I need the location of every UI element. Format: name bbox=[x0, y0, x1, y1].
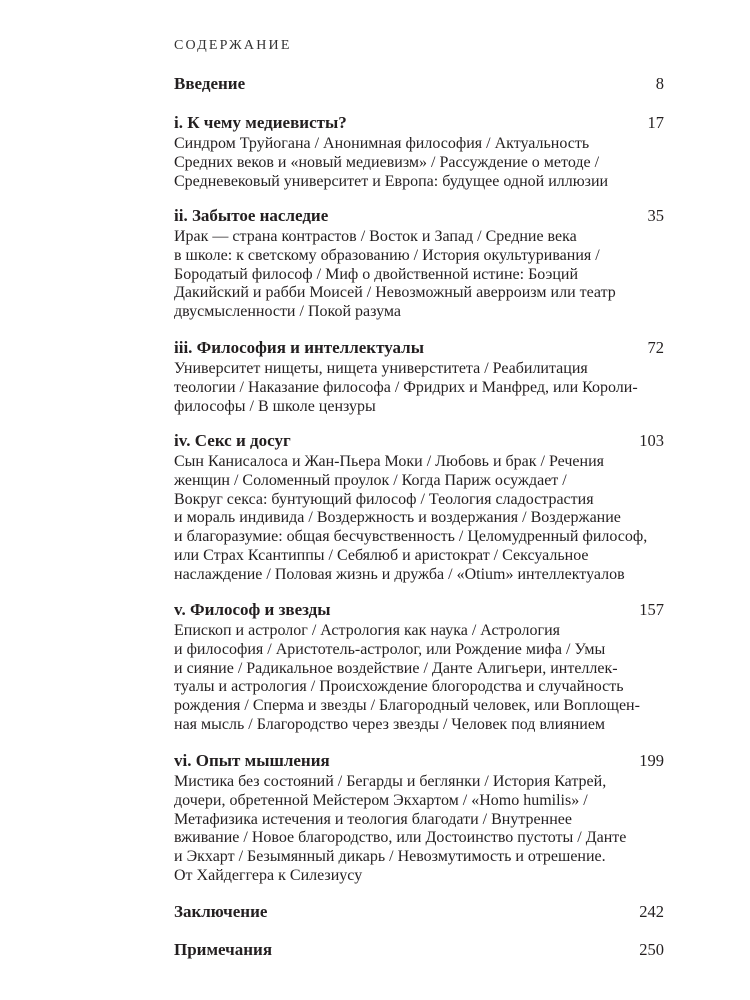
chapter-subsections-line: Вокруг секса: бунтующий философ / Теология сладострастия bbox=[174, 490, 594, 508]
chapter-subsections-line: Бородатый философ / Миф о двойственной истине: Боэций bbox=[174, 265, 578, 283]
chapter-subsections-line: Дакийский и рабби Моисей / Невозможный аверроизм или театр bbox=[174, 284, 616, 302]
toc-entry-chapter-1[interactable] bbox=[174, 113, 664, 191]
contents-heading: СОДЕРЖАНИЕ bbox=[174, 38, 292, 53]
toc-entry-chapter-2[interactable] bbox=[174, 206, 664, 322]
chapter-title: iv. Секс и досуг bbox=[174, 431, 291, 450]
toc-entry-chapter-4[interactable] bbox=[174, 431, 664, 585]
chapter-subsections-line: От Хайдеггера к Силезиусу bbox=[174, 866, 363, 884]
chapter-page: 35 bbox=[647, 206, 664, 225]
entry-title: Введение bbox=[174, 74, 246, 93]
entry-page: 242 bbox=[639, 902, 664, 921]
chapter-subsections-line: теологии / Наказание философа / Фридрих и Манфред, или Короли- bbox=[174, 378, 638, 396]
entry-page: 8 bbox=[655, 74, 664, 93]
toc-entry-chapter-5[interactable] bbox=[174, 600, 664, 735]
chapter-subsections-line: Сын Канисалоса и Жан-Пьера Моки / Любовь и брак / Речения bbox=[174, 453, 604, 470]
chapter-subsections-line: Средневековый университет и Европа: будущее одной иллюзии bbox=[174, 172, 609, 190]
chapter-title: vi. Опыт мышления bbox=[174, 751, 330, 770]
entry-title: Заключение bbox=[174, 902, 268, 921]
chapter-subsections-line: Средних веков и «новый медиевизм» / Рассуждение о методе / bbox=[174, 153, 600, 171]
chapter-title: ii. Забытое наследие bbox=[174, 206, 329, 225]
chapter-subsections-line: дочери, обретенной Мейстером Экхартом / «Homo humilis» / bbox=[174, 791, 588, 809]
chapter-subsections-line: и философия / Аристотель-астролог, или Рождение мифа / Умы bbox=[174, 640, 606, 658]
chapter-subsections-line: и Экхарт / Безымянный дикарь / Невозмутимость и отрешение. bbox=[174, 848, 606, 866]
toc-entry-chapter-3[interactable] bbox=[174, 338, 664, 416]
chapter-subsections-line: и благоразумие: общая бесчувственность / Целомудренный философ, bbox=[174, 528, 648, 546]
chapter-subsections-line: Университет нищеты, нищета универститета / Реабилитация bbox=[174, 360, 588, 377]
toc-entry-conclusion[interactable] bbox=[174, 902, 664, 924]
toc-entry-notes[interactable] bbox=[174, 940, 664, 962]
chapter-subsections-line: женщин / Соломенный проулок / Когда Париж осуждает / bbox=[174, 471, 567, 489]
chapter-page: 157 bbox=[639, 600, 664, 619]
chapter-subsections-line: Метафизика истечения и теология благодати / Внутреннее bbox=[174, 810, 572, 828]
chapter-subsections-line: философы / В школе цензуры bbox=[174, 397, 376, 415]
chapter-title: i. К чему медиевисты? bbox=[174, 113, 347, 132]
chapter-title: iii. Философия и интеллектуалы bbox=[174, 338, 424, 357]
chapter-subsections-line: Мистика без состояний / Бегарды и беглянки / История Катрей, bbox=[174, 773, 607, 790]
toc-entry-intro[interactable] bbox=[174, 74, 664, 96]
chapter-subsections-line: Епископ и астролог / Астрология как наука / Астрология bbox=[174, 622, 560, 639]
chapter-title: v. Философ и звезды bbox=[174, 600, 331, 619]
chapter-subsections-line: и мораль индивида / Воздержность и воздержания / Воздержание bbox=[174, 509, 621, 527]
chapter-page: 72 bbox=[647, 338, 664, 357]
chapter-subsections-line: наслаждение / Половая жизнь и дружба / «Otium» интеллектуалов bbox=[174, 565, 625, 583]
toc-entry-chapter-6[interactable] bbox=[174, 751, 664, 886]
chapter-subsections-line: Синдром Труйогана / Анонимная философия / Актуальность bbox=[174, 135, 590, 152]
chapter-subsections-line: рождения / Сперма и звезды / Благородный человек, или Воплощен- bbox=[174, 697, 640, 715]
chapter-subsections-line: вживание / Новое благородство, или Достоинство пустоты / Данте bbox=[174, 829, 627, 847]
chapter-subsections-line: двусмысленности / Покой разума bbox=[174, 303, 402, 321]
chapter-subsections-line: туалы и астрология / Происхождение блогородства и случайность bbox=[174, 678, 624, 696]
entry-page: 250 bbox=[639, 940, 664, 959]
chapter-subsections-line: и сияние / Радикальное воздействие / Данте Алигьери, интеллек- bbox=[174, 659, 618, 677]
chapter-page: 17 bbox=[647, 113, 664, 132]
chapter-subsections-line: ная мысль / Благородство через звезды / Человек под влиянием bbox=[174, 715, 606, 733]
chapter-page: 103 bbox=[639, 431, 664, 450]
chapter-subsections-line: или Страх Ксантиппы / Себялюб и аристократ / Сексуальное bbox=[174, 546, 589, 564]
entry-title: Примечания bbox=[174, 940, 273, 959]
chapter-subsections-line: Ирак — страна контрастов / Восток и Запад / Средние века bbox=[174, 228, 577, 245]
chapter-page: 199 bbox=[639, 751, 664, 770]
chapter-subsections-line: в школе: к светскому образованию / История окультуривания / bbox=[174, 246, 600, 264]
